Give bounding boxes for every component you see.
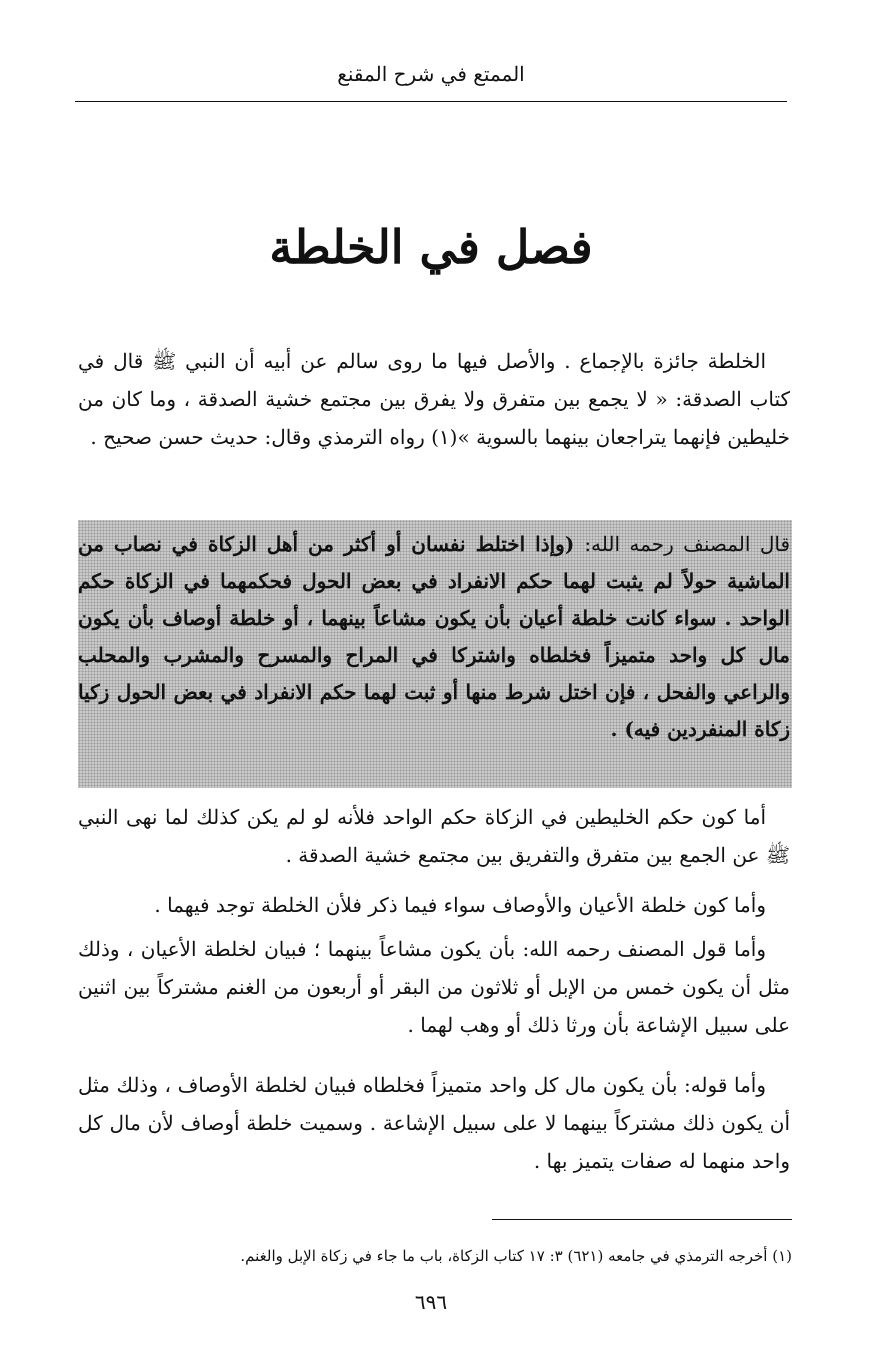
intro-paragraph <box>78 342 790 456</box>
commentary-text-3: وأما قول المصنف رحمه الله: بأن يكون مشاعاً بينهما ؛ فبيان لخلطة الأعيان ، وذلك مثل أن يكون خمس من الإبل أو ثلاثون من البقر أو أربعون من الغنم مشتركاً بين اثنين على سبيل الإشاعة بأن ورثا ذلك أو وهب لهما . <box>78 937 790 1037</box>
matn-quote <box>78 526 790 748</box>
matn-quote-body: (وإذا اختلط نفسان أو أكثر من أهل الزكاة في نصاب من الماشية حولاً لم يثبت لهما حكم الانفراد في بعض الحول فحكمهما في الزكاة حكم الواحد . سواء كانت خلطة أعيان بأن يكون مشاعاً بينهما ، أو خلطة أوصاف بأن يكون مال كل واحد متميزاً فخلطاه واشتركا في المراح والمسرح والمشرب والمحلب والراعي والفحل ، فإن اختل شرط منها أو ثبت لهما حكم الانفراد في بعض الحول زكيا زكاة المنفردين فيه) . <box>78 532 790 741</box>
footnote-rule <box>492 1219 792 1220</box>
footnote: (١) أخرجه الترمذي في جامعه (٦٢١) ٣: ١٧ كتاب الزكاة، باب ما جاء في زكاة الإبل والغنم. <box>240 1247 792 1265</box>
commentary-text-2: وأما كون خلطة الأعيان والأوصاف سواء فيما ذكر فلأن الخلطة توجد فيهما . <box>154 893 766 917</box>
commentary-paragraph-1 <box>78 798 790 874</box>
commentary-paragraph-2 <box>78 886 790 924</box>
intro-text: الخلطة جائزة بالإجماع . والأصل فيها ما روى سالم عن أبيه أن النبي ﷺ قال في كتاب الصدقة: « لا يجمع بين متفرق ولا يفرق بين مجتمع خشية الصدقة ، وما كان من خليطين فإنهما يتراجعان بينهما بالسوية »(١) رواه الترمذي وقال: حديث حسن صحيح . <box>78 349 790 449</box>
commentary-paragraph-3 <box>78 930 790 1044</box>
matn-quote-lead: قال المصنف رحمه الله: <box>584 532 791 556</box>
chapter-title: فصل في الخلطة <box>269 220 593 274</box>
commentary-text-4: وأما قوله: بأن يكون مال كل واحد متميزاً فخلطاه فبيان لخلطة الأوصاف ، وذلك مثل أن يكون ذلك مشتركاً بينهما لا على سبيل الإشاعة . وسميت خلطة أوصاف لأن مال كل واحد منهما له صفات يتميز بها . <box>78 1073 790 1173</box>
header-rule <box>75 101 787 102</box>
running-head: الممتع في شرح المقنع <box>337 62 525 86</box>
page-number: ٦٩٦ <box>414 1290 448 1314</box>
commentary-text-1: أما كون حكم الخليطين في الزكاة حكم الواحد فلأنه لو لم يكن كذلك لما نهى النبي ﷺ عن الجمع بين متفرق والتفريق بين مجتمع خشية الصدقة . <box>78 805 790 867</box>
commentary-paragraph-4 <box>78 1066 790 1180</box>
